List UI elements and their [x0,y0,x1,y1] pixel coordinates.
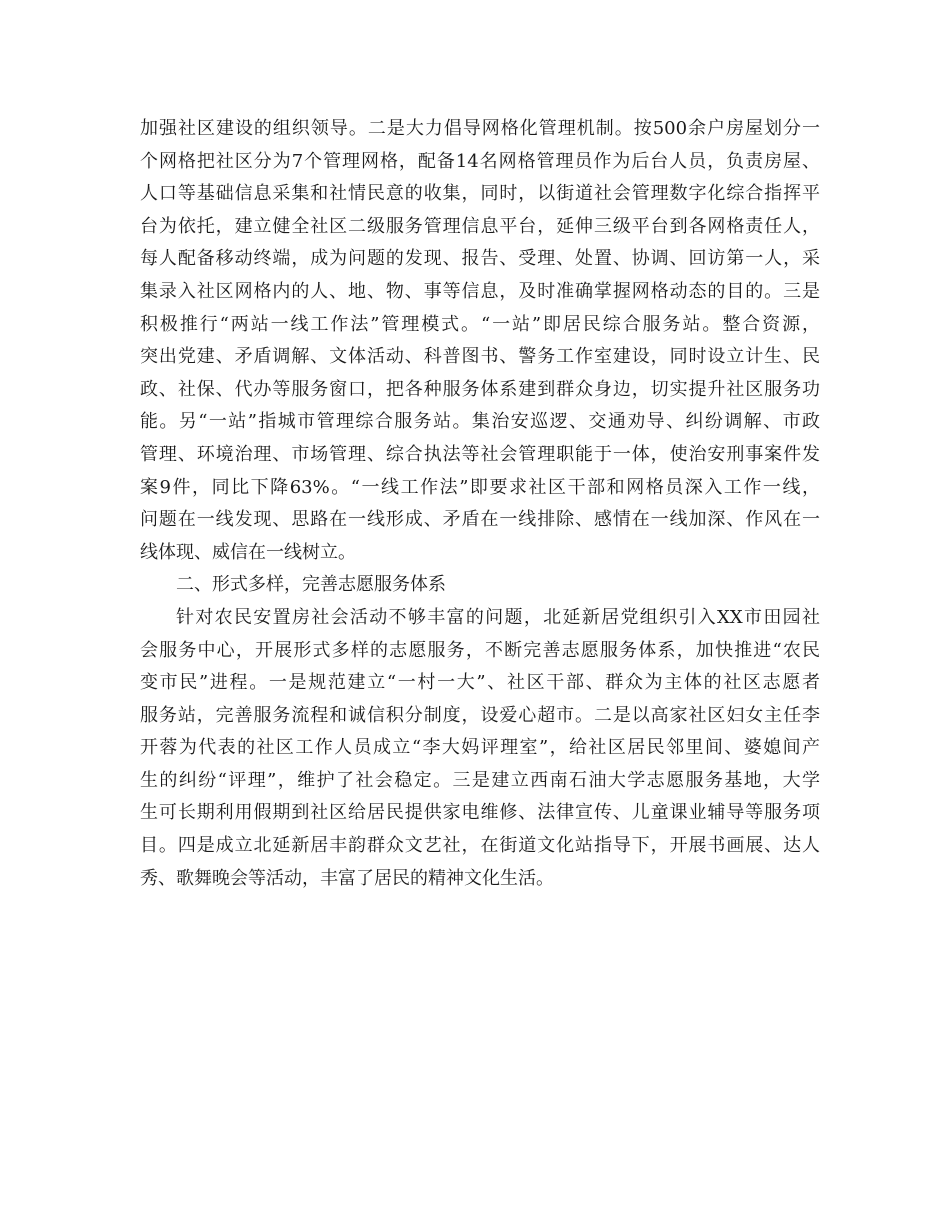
text-line: 每人配备移动终端，成为问题的发现、报告、受理、处置、协调、回访第一人，采 [140,248,820,270]
text-line: 生可长期利用假期到社区给居民提供家电维修、法律宣传、儿童课业辅导等服务项 [140,802,820,824]
text-line: 积极推行“两站一线工作法”管理模式。“一站”即居民综合服务站。整合资源， [140,313,820,335]
section-heading: 二、形式多样，完善志愿服务体系 [176,574,446,596]
text-line: 线体现、威信在一线树立。 [140,541,356,563]
text-line: 能。另“一站”指城市管理综合服务站。集治安巡逻、交通劝导、纠纷调解、市政 [140,411,820,433]
text-line: 台为依托，建立健全社区二级服务管理信息平台，延伸三级平台到各网格责任人， [140,215,820,237]
text-line: 集录入社区网格内的人、地、物、事等信息，及时准确掌握网格动态的目的。三是 [140,280,820,302]
text-line: 个网格把社区分为7个管理网格，配备14名网格管理员作为后台人员，负责房屋、 [140,150,820,172]
text-line: 针对农民安置房社会活动不够丰富的问题，北延新居党组织引入XX市田园社 [176,606,820,628]
text-line: 目。四是成立北延新居丰韵群众文艺社，在街道文化站指导下，开展书画展、达人 [140,835,820,857]
text-line: 开蓉为代表的社区工作人员成立“李大妈评理室”，给社区居民邻里间、婆媳间产 [140,737,820,759]
text-line: 生的纠纷“评理”，维护了社会稳定。三是建立西南石油大学志愿服务基地，大学 [140,769,820,791]
document-body [140,113,820,895]
text-line: 服务站，完善服务流程和诚信积分制度，设爱心超市。二是以高家社区妇女主任李 [140,704,820,726]
text-line: 加强社区建设的组织领导。二是大力倡导网格化管理机制。按500余户房屋划分一 [140,118,820,139]
text-line: 变市民”进程。一是规范建立“一村一大”、社区干部、群众为主体的社区志愿者 [140,672,820,694]
text-line: 案9件，同比下降63%。“一线工作法”即要求社区干部和网格员深入工作一线， [140,476,820,498]
text-line: 人口等基础信息采集和社情民意的收集，同时，以街道社会管理数字化综合指挥平 [140,183,820,205]
text-line: 突出党建、矛盾调解、文体活动、科普图书、警务工作室建设，同时设立计生、民 [140,346,820,368]
text-line: 会服务中心，开展形式多样的志愿服务，不断完善志愿服务体系，加快推进“农民 [140,639,820,661]
text-line: 问题在一线发现、思路在一线形成、矛盾在一线排除、感情在一线加深、作风在一 [140,509,820,531]
text-line: 政、社保、代办等服务窗口，把各种服务体系建到群众身边，切实提升社区服务功 [140,378,820,400]
text-line: 管理、环境治理、市场管理、综合执法等社会管理职能于一体，使治安刑事案件发 [140,443,820,465]
text-line: 秀、歌舞晚会等活动，丰富了居民的精神文化生活。 [140,867,554,889]
